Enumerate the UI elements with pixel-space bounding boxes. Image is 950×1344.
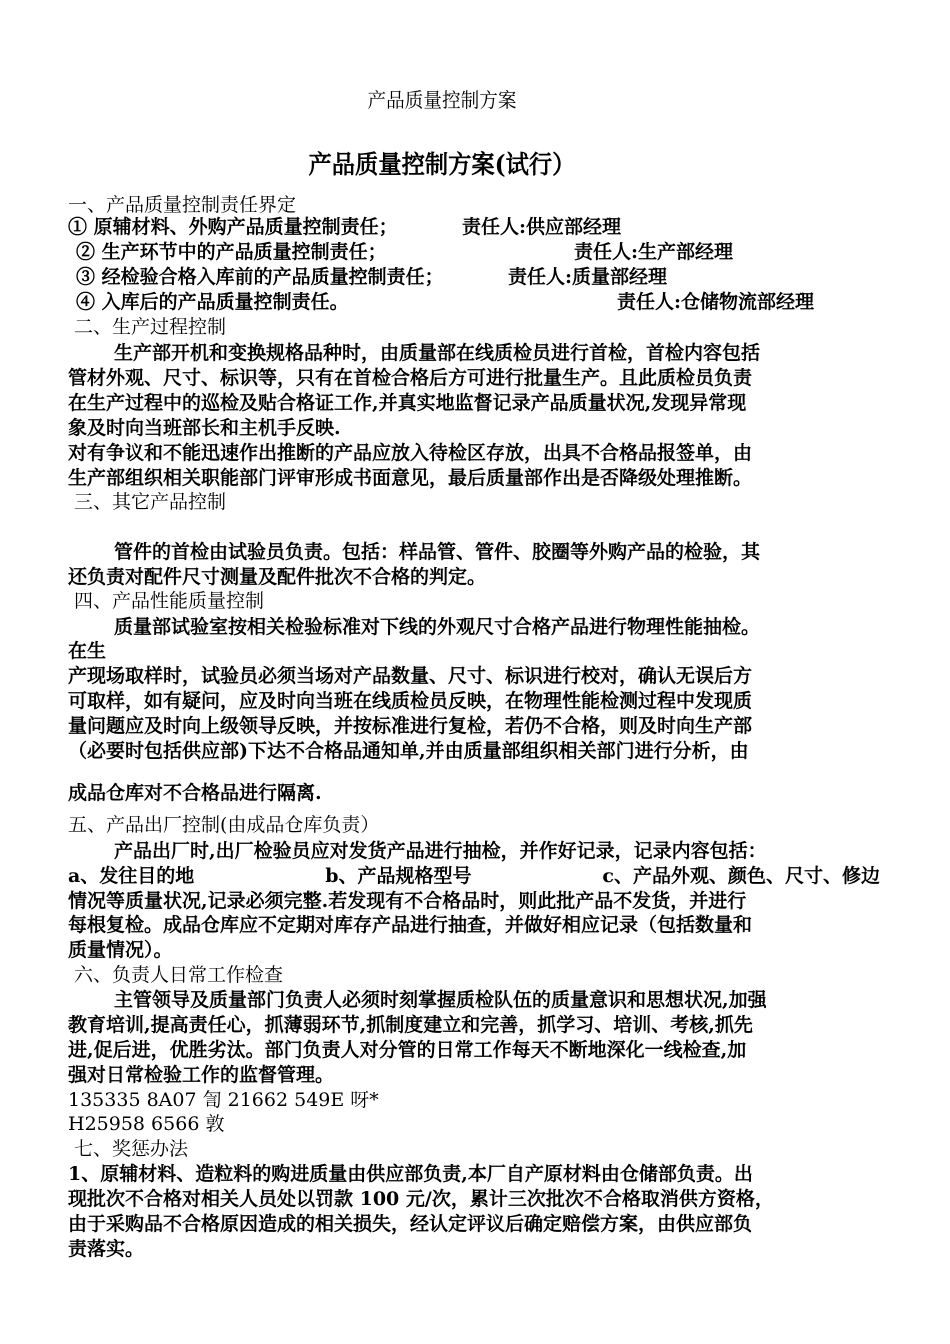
section-5-line-2: 情况等质量状况,记录必须完整.若发现有不合格品时，则此批产品不发货，并进行 [68, 890, 747, 912]
section-2-line-5: 对有争议和不能迅速作出推断的产品应放入待检区存放，出具不合格品报签单，由 [68, 442, 753, 464]
code-line-1: 135335 8A07 訇 21662 549E 呀* [68, 1089, 379, 1111]
page-header: 产品质量控制方案 [367, 88, 517, 112]
section-4-line-5: 量问题应及时向上级领导反映，并按标准进行复检，若仍不合格，则及时向生产部 [68, 715, 753, 737]
section-4-line-2: 在生 [68, 640, 107, 662]
section-5-line-4: 质量情况）。 [68, 939, 173, 961]
section-2-line-4: 象及时向当班部长和主机手反映. [68, 417, 341, 439]
section-4-line-4: 可取样，如有疑问，应及时向当班在线质检员反映，在物理性能检测过程中发现质 [68, 690, 753, 712]
section-2-line-2: 管材外观、尺寸、标识等，只有在首检合格后方可进行批量生产。且此质检员负责 [68, 367, 753, 389]
section-6-heading: 六、负责人日常工作检查 [74, 964, 284, 986]
responsibility-item-1: ① 原辅材料、外购产品质量控制责任； [68, 216, 398, 238]
section-6-line-1: 主管领导及质量部门负责人必须时刻掌握质检队伍的质量意识和思想状况,加强 [114, 989, 767, 1011]
responsibility-owner-4: 责任人:仓储物流部经理 [617, 291, 815, 313]
section-4-line-7: 成品仓库对不合格品进行隔离. [68, 782, 322, 804]
section-7-line-3: 由于采购品不合格原因造成的相关损失，经认定评议后确定赔偿方案，由供应部负 [68, 1213, 753, 1235]
section-2-line-3: 在生产过程中的巡检及贴合格证工作,并真实地监督记录产品质量状况,发现异常现 [68, 392, 747, 414]
section-7-line-1: 1、原辅材料、造粒料的购进质量由供应部负责,本厂自产原材料由仓储部负责。出 [68, 1163, 753, 1185]
document-title: 产品质量控制方案(试行） [308, 150, 576, 179]
section-4-line-3: 产现场取样时，试验员必须当场对产品数量、尺寸、标识进行校对，确认无误后方 [68, 665, 753, 687]
section-7-line-4: 责落实。 [68, 1238, 145, 1260]
responsibility-owner-1: 责任人:供应部经理 [462, 216, 622, 238]
section-6-line-4: 强对日常检验工作的监督管理。 [68, 1064, 335, 1086]
section-2-line-6: 生产部组织相关职能部门评审形成书面意见，最后质量部作出是否降级处理推断。 [68, 467, 753, 489]
section-3-line-2: 还负责对配件尺寸测量及配件批次不合格的判定。 [68, 566, 487, 588]
option-b: b、产品规格型号 [325, 865, 472, 887]
section-2-line-1: 生产部开机和变换规格品种时，由质量部在线质检员进行首检，首检内容包括 [114, 342, 761, 364]
section-3-heading: 三、其它产品控制 [74, 491, 227, 513]
section-6-line-3: 进,促后进，优胜劣汰。部门负责人对分管的日常工作每天不断地深化一线检查,加 [68, 1039, 747, 1061]
option-c: c、产品外观、颜色、尺寸、修边 [602, 865, 880, 887]
section-5-heading: 五、产品出厂控制(由成品仓库负责） [68, 814, 380, 836]
code-line-2: H25958 6566 敦 [68, 1113, 225, 1135]
section-7-heading: 七、奖惩办法 [74, 1138, 189, 1160]
responsibility-item-3: ③ 经检验合格入库前的产品质量控制责任； [76, 266, 444, 288]
section-1-heading: 一、产品质量控制责任界定 [68, 194, 297, 216]
section-5-line-1: 产品出厂时,出厂检验员应对发货产品进行抽检，并作好记录，记录内容包括： [114, 840, 767, 862]
responsibility-owner-2: 责任人:生产部经理 [574, 241, 734, 263]
responsibility-item-4: ④ 入库后的产品质量控制责任。 [76, 291, 349, 313]
section-4-line-6: （必要时包括供应部)下达不合格品通知单,并由质量部组织相关部门进行分析，由 [68, 740, 749, 762]
section-3-line-1: 管件的首检由试验员负责。包括：样品管、管件、胶圈等外购产品的检验，其 [114, 541, 761, 563]
section-5-line-3: 每根复检。成品仓库应不定期对库存产品进行抽查，并做好相应记录（包括数量和 [68, 914, 753, 936]
section-4-line-1: 质量部试验室按相关检验标准对下线的外观尺寸合格产品进行物理性能抽检。 [114, 616, 761, 638]
section-4-heading: 四、产品性能质量控制 [74, 590, 265, 612]
section-2-heading: 二、生产过程控制 [74, 316, 227, 338]
option-a: a、发往目的地 [68, 865, 195, 887]
section-6-line-2: 教育培训,提高责任心，抓薄弱环节,抓制度建立和完善，抓学习、培训、考核,抓先 [68, 1014, 753, 1036]
responsibility-owner-3: 责任人:质量部经理 [508, 266, 668, 288]
section-5-options-row [68, 867, 880, 886]
section-7-line-2: 现批次不合格对相关人员处以罚款 100 元/次，累计三次批次不合格取消供方资格， [68, 1188, 774, 1210]
responsibility-item-2: ② 生产环节中的产品质量控制责任； [76, 241, 387, 263]
